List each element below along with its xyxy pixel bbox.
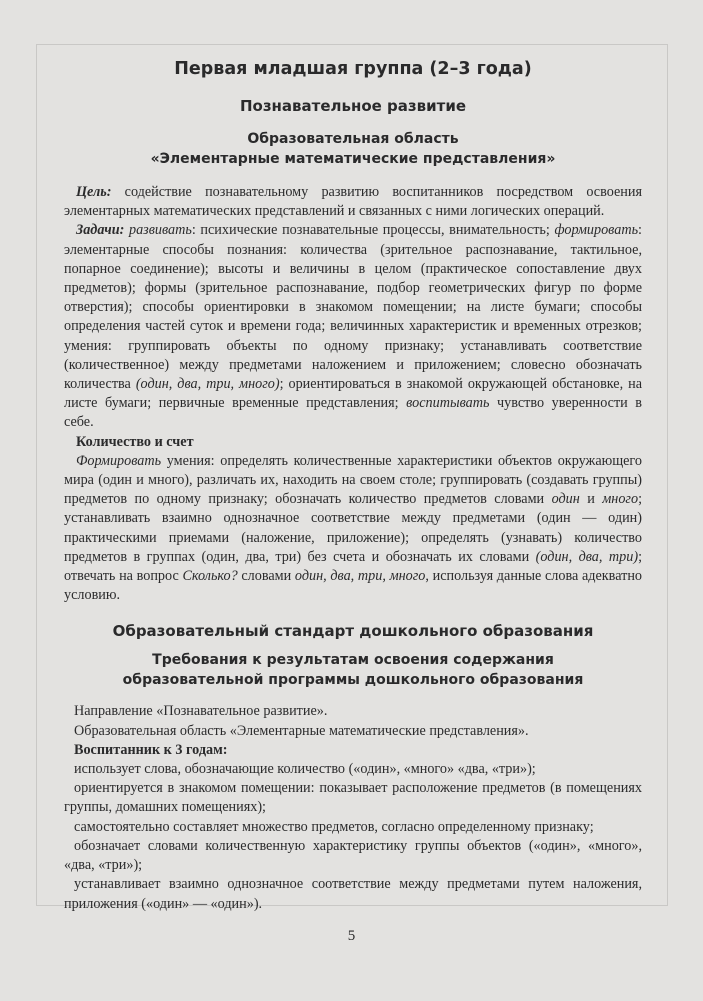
goal-text: содействие познавательному развитию воспитанников посредством освоения элементарных математических представлений и связанных с ними логических операций. <box>64 184 642 220</box>
goal-paragraph <box>64 183 642 221</box>
section-heading: Познавательное развитие <box>239 97 467 115</box>
tasks-quantity-words: (один, два, три, много) <box>135 376 280 393</box>
quantity-text-6: , используя данные слова адекватно условию. <box>64 568 643 604</box>
requirements-heading <box>64 651 642 690</box>
requirements-heading-line-1: Требования к результатам освоения содержания <box>152 652 554 669</box>
tasks-form-word: формировать <box>554 222 639 239</box>
educational-area-heading <box>64 130 642 169</box>
tasks-text-4: чувство уверенности в себе. <box>64 395 642 431</box>
tasks-paragraph <box>64 221 642 432</box>
page-title: Первая младшая группа (2–3 года) <box>174 59 532 79</box>
quantity-words-list: один, два, три, много <box>294 568 426 585</box>
tasks-text-2: : элементарные способы познания: количества (зрительное распознавание, тактильное, попарное соединение); высоты и величины в целом (практическое сопоставление двух предметов); формы (зрительное распознавание, подбор геометрических фигур по форме отверстия); способы ориентировки в знакомом помещении; на листе бумаги; способы определения частей суток и времени года; величинных характеристик и временных отрезков; умения: группировать объекты по одному признаку; устанавливать соответствие (количественное) между предметами наложением и приложением; словесно обозначать количества <box>64 222 642 393</box>
requirement-item: устанавливает взаимно однозначное соответствие между предметами путем наложения, приложения («один» — «один»). <box>64 876 642 912</box>
quantity-heading: Количество и счет <box>76 433 194 450</box>
tasks-text-3: ; ориентироваться в знакомой окружающей обстановке, на листе бумаги; первичные временные представления; <box>64 376 642 412</box>
area-heading-line-1: Образовательная область <box>247 131 459 147</box>
quantity-text-5: словами <box>237 568 295 585</box>
quantity-text-3: ; устанавливать взаимно однозначное соответствие между предметами (один — один) практическими приемами (наложение, приложение); определять (узнавать) количество предметов в группах (один, два, три) без счета и обозначать их словами <box>64 491 643 565</box>
quantity-text-1: умения: определять количественные характеристики объектов окружающего мира (один и много), различать их, находить на своем столе; группировать (создавать группы) предметов по одному признаку; обозначать количество предметов словами <box>64 452 642 508</box>
quantity-word-one: один <box>551 491 580 508</box>
quantity-paragraph <box>64 452 642 606</box>
goal-label: Цель: <box>76 184 112 200</box>
requirements-block <box>64 702 642 913</box>
requirements-heading-line-2: образовательной программы дошкольного образования <box>122 671 584 688</box>
page-content <box>64 52 642 914</box>
standard-heading: Образовательный стандарт дошкольного образования <box>112 622 594 641</box>
quantity-text-4: ; отвечать на вопрос <box>64 548 643 585</box>
requirement-item: ориентируется в знакомом помещении: показывает расположение предметов (в помещениях группы, домашних помещениях); <box>64 780 642 816</box>
requirement-item: использует слова, обозначающие количество («один», «много» «два, «три»); <box>74 761 536 778</box>
requirement-item: самостоятельно составляет множество предметов, согласно определенному признаку; <box>74 818 594 835</box>
quantity-form-word: Формировать <box>76 452 162 469</box>
tasks-educate-word: воспитывать <box>406 395 490 412</box>
requirements-list <box>64 760 642 914</box>
quantity-words-one-two-three: (один, два, три) <box>535 548 639 565</box>
requirement-item: обозначает словами количественную характеристику группы объектов («один», «много», «два, «три»); <box>64 837 642 874</box>
tasks-text-1: : психические познавательные процессы, внимательность; <box>191 222 555 239</box>
tasks-label: Задачи: <box>76 222 125 239</box>
direction-line: Направление «Познавательное развитие». <box>74 703 328 720</box>
quantity-word-many: много <box>602 491 639 508</box>
tasks-develop-word: развивать <box>128 222 192 239</box>
quantity-question-word: Сколько? <box>182 568 238 585</box>
page-number: 5 <box>347 928 356 944</box>
quantity-text-2: и <box>579 491 603 508</box>
area-line: Образовательная область «Элементарные математические представления». <box>74 722 529 739</box>
area-heading-line-2: «Элементарные математические представления» <box>150 150 556 167</box>
pupil-label: Воспитанник к 3 годам: <box>74 741 228 758</box>
